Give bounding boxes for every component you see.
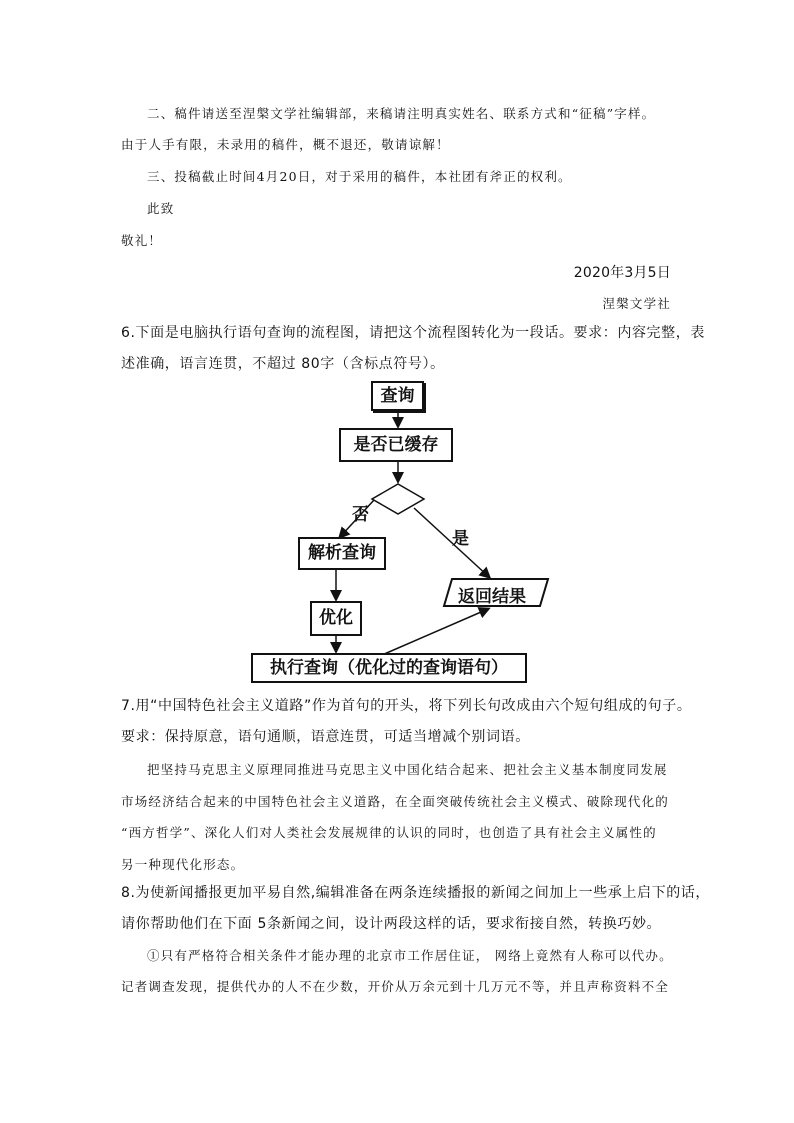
q7-passage-3: “西方哲学”、深化人们对人类社会发展规律的认识的同时，也创造了具有社会主义属性的: [121, 825, 657, 840]
q7-line-2: 要求：保持原意，语句通顺，语意连贯，可适当增减个别词语。: [121, 729, 530, 745]
q8-line-1: 8.为使新闻播报更加平易自然,编辑准备在两条连续播报的新闻之间加上一些承上启下的话，: [121, 885, 711, 901]
q7-passage-4: 另一种现代化形态。: [121, 857, 245, 872]
letter-date: 2020年3月5日: [573, 265, 671, 281]
letter-closing-2: 敬礼！: [121, 233, 163, 248]
letter-signature: 涅槃文学社: [602, 296, 671, 311]
q7-passage-1: 把坚持马克思主义原理同推进马克思主义中国化结合起来、把社会主义基本制度同发展: [147, 762, 668, 777]
flow-parse-box: 解析查询: [298, 537, 386, 570]
flow-query-box: 查询: [371, 381, 424, 411]
flow-no-label: 否: [352, 505, 369, 525]
flow-optimize-box: 优化: [310, 601, 362, 636]
flow-cached-box: 是否已缓存: [339, 428, 453, 462]
q6-line-1: 6.下面是电脑执行语句查询的流程图，请把这个流程图转化为一段话。要求：内容完整，表: [121, 325, 705, 341]
arrow-execute-to-return: [382, 609, 488, 655]
q7-passage-2: 市场经济结合起来的中国特色社会主义道路，在全面突破传统社会主义模式、破除现代化的: [121, 794, 670, 809]
flow-yes-label: 是: [452, 529, 469, 549]
letter-closing-1: 此致: [147, 201, 175, 216]
q8-passage-1: ①只有严格符合相关条件才能办理的北京市工作居住证， 网络上竟然有人称可以代办。: [147, 948, 673, 963]
q6-line-2: 述准确，语言连贯，不超过 80字（含标点符号）。: [121, 356, 445, 372]
flow-execute-box: 执行查询（优化过的查询语句）: [251, 653, 527, 683]
q8-passage-2: 记者调查发现，提供代办的人不在少数，开价从万余元到十几万元不等，并且声称资料不全: [121, 979, 670, 994]
letter-line-2: 由于人手有限，未录用的稿件，概不退还，敬请谅解！: [121, 137, 450, 152]
q8-line-2: 请你帮助他们在下面 5条新闻之间，设计两段这样的话，要求衔接自然，转换巧妙。: [121, 916, 662, 932]
letter-line-3: 三、投稿截止时间4月20日，对于采用的稿件，本社团有斧正的权利。: [147, 169, 572, 184]
flow-return-label: 返回结果: [458, 587, 526, 607]
letter-line-1: 二、稿件请送至涅槃文学社编辑部，来稿请注明真实姓名、联系方式和“征稿”字样。: [147, 106, 656, 121]
q7-line-1: 7.用“中国特色社会主义道路”作为首句的开头，将下列长句改成由六个短句组成的句子。: [121, 698, 692, 714]
